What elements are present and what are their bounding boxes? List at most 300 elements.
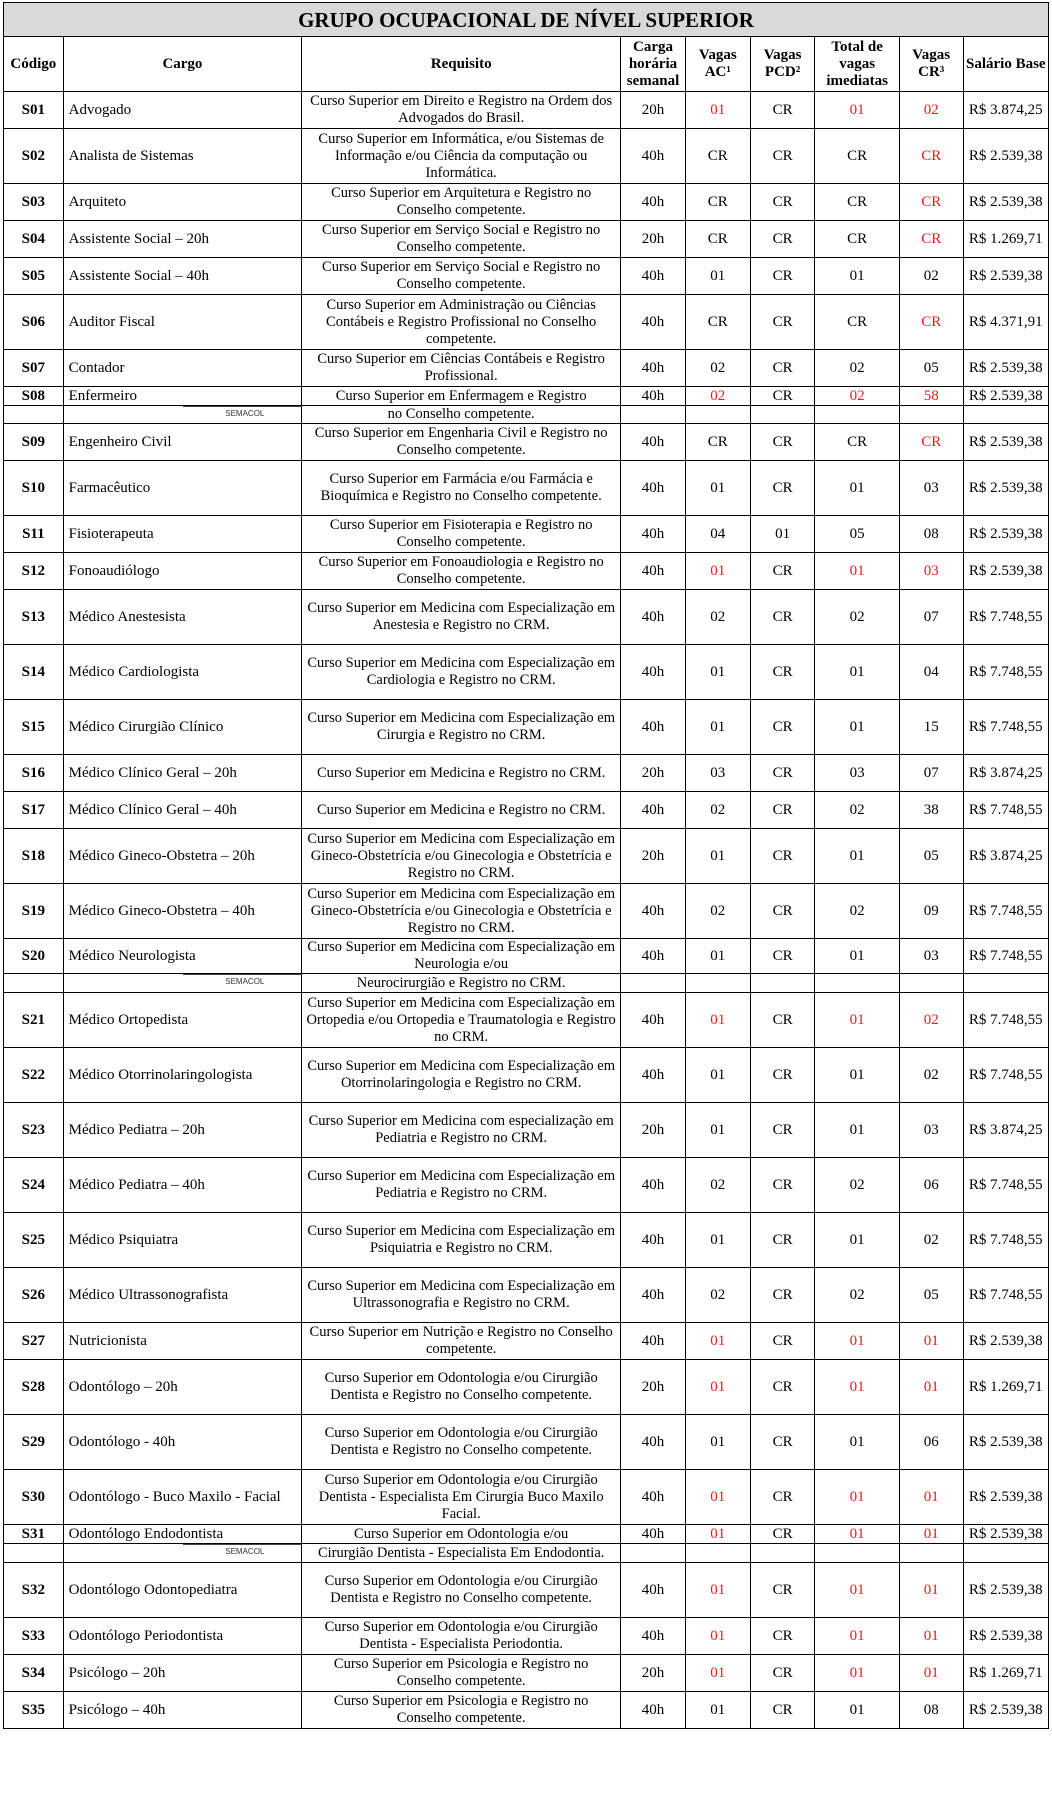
- row-salario: R$ 2.539,38: [963, 1415, 1048, 1470]
- row-code: S32: [4, 1563, 64, 1618]
- table-row: [4, 424, 1049, 461]
- row-vagas-pcd: CR: [750, 645, 815, 700]
- row-cargo: Médico Pediatra – 20h: [63, 1103, 302, 1158]
- row-cargo: Contador: [63, 350, 302, 387]
- row-carga: 20h: [621, 1360, 686, 1415]
- empty-cell: [621, 1544, 686, 1563]
- table-row: [4, 1048, 1049, 1103]
- empty-cell: [621, 974, 686, 993]
- row-carga: 40h: [621, 184, 686, 221]
- row-carga: 40h: [621, 590, 686, 645]
- row-vagas-pcd: CR: [750, 1103, 815, 1158]
- row-vagas-ac: 01: [685, 553, 750, 590]
- table-row: [4, 516, 1049, 553]
- row-carga: 40h: [621, 939, 686, 974]
- row-requisito-continuation: [302, 974, 621, 993]
- table-title: GRUPO OCUPACIONAL DE NÍVEL SUPERIOR: [4, 3, 1049, 37]
- stamp-line: [183, 406, 302, 408]
- row-salario: R$ 1.269,71: [963, 221, 1048, 258]
- row-requisito: Curso Superior em Odontologia e/ou Cirurgião Dentista - Especialista Em Cirurgia Buco Maxilo Facial.: [302, 1470, 621, 1525]
- row-vagas-ac: 01: [685, 645, 750, 700]
- row-code: S02: [4, 129, 64, 184]
- row-cargo: Assistente Social – 20h: [63, 221, 302, 258]
- row-code: S06: [4, 295, 64, 350]
- row-total: 01: [815, 461, 899, 516]
- row-salario: R$ 7.748,55: [963, 590, 1048, 645]
- empty-cell: [815, 1544, 899, 1563]
- table-row: [4, 1213, 1049, 1268]
- row-salario: R$ 3.874,25: [963, 1103, 1048, 1158]
- row-vagas-ac: 01: [685, 700, 750, 755]
- row-salario: R$ 1.269,71: [963, 1360, 1048, 1415]
- row-vagas-ac: 01: [685, 1213, 750, 1268]
- row-carga: 40h: [621, 1323, 686, 1360]
- table-row: [4, 553, 1049, 590]
- row-cargo: Odontólogo Periodontista: [63, 1618, 302, 1655]
- empty-cell: [963, 406, 1048, 424]
- row-requisito: Curso Superior em Fisioterapia e Registro no Conselho competente.: [302, 516, 621, 553]
- row-vagas-ac: 02: [685, 1158, 750, 1213]
- row-cargo: Odontólogo Endodontista: [63, 1525, 302, 1544]
- row-total: CR: [815, 295, 899, 350]
- row-vagas-ac: 01: [685, 1618, 750, 1655]
- row-vagas-cr: 02: [899, 1048, 963, 1103]
- row-total: 01: [815, 645, 899, 700]
- row-code: S27: [4, 1323, 64, 1360]
- stamp-mark: [183, 406, 302, 423]
- row-total: CR: [815, 424, 899, 461]
- header-salario: Salário Base: [963, 37, 1048, 92]
- row-cargo: Médico Psiquiatra: [63, 1213, 302, 1268]
- table-row: [4, 258, 1049, 295]
- header-codigo: Código: [4, 37, 64, 92]
- row-vagas-pcd: CR: [750, 258, 815, 295]
- vacancy-table: [3, 2, 1049, 1729]
- row-carga: 40h: [621, 1470, 686, 1525]
- row-requisito: Curso Superior em Medicina com Especialização em Gineco-Obstetrícia e/ou Ginecologia e Obstetrícia e Registro no CRM.: [302, 829, 621, 884]
- row-cargo: Médico Otorrinolaringologista: [63, 1048, 302, 1103]
- row-vagas-ac: 01: [685, 939, 750, 974]
- row-cargo: Médico Neurologista: [63, 939, 302, 974]
- row-salario: R$ 7.748,55: [963, 1213, 1048, 1268]
- empty-cell: [4, 974, 64, 993]
- row-requisito: Curso Superior em Psicologia e Registro no Conselho competente.: [302, 1655, 621, 1692]
- row-carga: 40h: [621, 1692, 686, 1729]
- row-cargo: Médico Gineco-Obstetra – 20h: [63, 829, 302, 884]
- row-carga: 40h: [621, 1618, 686, 1655]
- row-cargo: Nutricionista: [63, 1323, 302, 1360]
- table-row: [4, 1563, 1049, 1618]
- row-requisito: Curso Superior em Psicologia e Registro no Conselho competente.: [302, 1692, 621, 1729]
- row-vagas-ac: CR: [685, 184, 750, 221]
- row-total: 02: [815, 387, 899, 406]
- row-salario: R$ 2.539,38: [963, 516, 1048, 553]
- empty-cell: [685, 1544, 750, 1563]
- row-vagas-pcd: 01: [750, 516, 815, 553]
- row-total: 01: [815, 1618, 899, 1655]
- row-carga: 40h: [621, 461, 686, 516]
- empty-cell: [815, 406, 899, 424]
- row-code: S19: [4, 884, 64, 939]
- row-code: S31: [4, 1525, 64, 1544]
- row-vagas-cr: 07: [899, 590, 963, 645]
- row-vagas-cr: 08: [899, 516, 963, 553]
- row-carga: 20h: [621, 1655, 686, 1692]
- row-vagas-ac: 01: [685, 1103, 750, 1158]
- row-carga: 40h: [621, 1525, 686, 1544]
- table-row-continuation: [4, 974, 1049, 993]
- row-requisito: Curso Superior em Direito e Registro na Ordem dos Advogados do Brasil.: [302, 92, 621, 129]
- empty-cell: [899, 974, 963, 993]
- row-vagas-pcd: CR: [750, 755, 815, 792]
- row-vagas-ac: 01: [685, 1692, 750, 1729]
- stamp-line: [183, 1544, 302, 1546]
- row-total: 02: [815, 1268, 899, 1323]
- empty-cell: [685, 974, 750, 993]
- table-row: [4, 792, 1049, 829]
- row-carga: 40h: [621, 1563, 686, 1618]
- row-code: S33: [4, 1618, 64, 1655]
- row-salario: R$ 3.874,25: [963, 92, 1048, 129]
- row-vagas-ac: 02: [685, 350, 750, 387]
- row-carga: 40h: [621, 258, 686, 295]
- row-salario: R$ 7.748,55: [963, 792, 1048, 829]
- row-vagas-ac: CR: [685, 295, 750, 350]
- row-total: 01: [815, 92, 899, 129]
- row-vagas-cr: 06: [899, 1415, 963, 1470]
- row-carga: 40h: [621, 129, 686, 184]
- row-vagas-cr: 05: [899, 829, 963, 884]
- row-cargo: Engenheiro Civil: [63, 424, 302, 461]
- row-vagas-pcd: CR: [750, 590, 815, 645]
- row-requisito-continuation: [302, 406, 621, 424]
- row-requisito-continuation: [302, 1544, 621, 1563]
- row-cargo: Psicólogo – 40h: [63, 1692, 302, 1729]
- stamp-line: [183, 974, 302, 976]
- row-total: 01: [815, 1655, 899, 1692]
- row-vagas-cr: CR: [899, 184, 963, 221]
- row-carga: 40h: [621, 295, 686, 350]
- row-salario: R$ 2.539,38: [963, 258, 1048, 295]
- header-vagas-pcd: Vagas PCD²: [750, 37, 815, 92]
- row-vagas-cr: 03: [899, 553, 963, 590]
- row-requisito: Curso Superior em Medicina com Especialização em Otorrinolaringologia e Registro no CRM.: [302, 1048, 621, 1103]
- table-row: [4, 1618, 1049, 1655]
- requisito-continuation-text: Neurocirurgião e Registro no CRM.: [356, 974, 566, 991]
- empty-cell: [899, 406, 963, 424]
- empty-cell: [963, 974, 1048, 993]
- empty-cell: [750, 974, 815, 993]
- table-row: [4, 184, 1049, 221]
- row-code: S13: [4, 590, 64, 645]
- row-salario: R$ 1.269,71: [963, 1655, 1048, 1692]
- row-vagas-ac: CR: [685, 129, 750, 184]
- row-vagas-cr: 03: [899, 461, 963, 516]
- row-carga: 20h: [621, 755, 686, 792]
- row-salario: R$ 3.874,25: [963, 755, 1048, 792]
- row-vagas-cr: 09: [899, 884, 963, 939]
- row-code: S21: [4, 993, 64, 1048]
- row-salario: R$ 2.539,38: [963, 1323, 1048, 1360]
- row-vagas-cr: 01: [899, 1563, 963, 1618]
- row-vagas-cr: 04: [899, 645, 963, 700]
- row-vagas-cr: 07: [899, 755, 963, 792]
- stamp-mark: [183, 1544, 302, 1561]
- row-vagas-pcd: CR: [750, 221, 815, 258]
- table-body: [4, 92, 1049, 1729]
- row-requisito: Curso Superior em Medicina com Especialização em Ultrassonografia e Registro no CRM.: [302, 1268, 621, 1323]
- row-requisito: Curso Superior em Medicina e Registro no CRM.: [302, 792, 621, 829]
- row-vagas-cr: CR: [899, 424, 963, 461]
- table-row: [4, 884, 1049, 939]
- row-code: S30: [4, 1470, 64, 1525]
- row-carga: 40h: [621, 884, 686, 939]
- row-vagas-cr: 58: [899, 387, 963, 406]
- row-salario: R$ 2.539,38: [963, 1618, 1048, 1655]
- row-code: S25: [4, 1213, 64, 1268]
- row-requisito: Curso Superior em Medicina com Especialização em Psiquiatria e Registro no CRM.: [302, 1213, 621, 1268]
- row-total: 02: [815, 1158, 899, 1213]
- row-vagas-ac: 01: [685, 1655, 750, 1692]
- row-requisito: Curso Superior em Medicina com Especialização em Pediatria e Registro no CRM.: [302, 1158, 621, 1213]
- row-total: 01: [815, 993, 899, 1048]
- row-vagas-ac: 02: [685, 1268, 750, 1323]
- row-code: S05: [4, 258, 64, 295]
- row-vagas-ac: 01: [685, 993, 750, 1048]
- row-vagas-ac: 01: [685, 1563, 750, 1618]
- stamp-cell: [63, 1544, 302, 1563]
- row-vagas-cr: 01: [899, 1655, 963, 1692]
- header-vagas-cr: Vagas CR³: [899, 37, 963, 92]
- header-cargo: Cargo: [63, 37, 302, 92]
- empty-cell: [750, 1544, 815, 1563]
- row-vagas-ac: 02: [685, 792, 750, 829]
- row-vagas-ac: 02: [685, 387, 750, 406]
- row-cargo: Auditor Fiscal: [63, 295, 302, 350]
- row-cargo: Psicólogo – 20h: [63, 1655, 302, 1692]
- row-code: S17: [4, 792, 64, 829]
- row-vagas-pcd: CR: [750, 1323, 815, 1360]
- row-requisito: Curso Superior em Medicina com Especialização em Cirurgia e Registro no CRM.: [302, 700, 621, 755]
- row-total: 01: [815, 939, 899, 974]
- row-vagas-ac: 02: [685, 884, 750, 939]
- row-code: S18: [4, 829, 64, 884]
- row-code: S08: [4, 387, 64, 406]
- row-code: S20: [4, 939, 64, 974]
- row-vagas-pcd: CR: [750, 1158, 815, 1213]
- row-total: 01: [815, 1103, 899, 1158]
- stamp-text: SEMACOL: [225, 409, 265, 418]
- table-row: [4, 1158, 1049, 1213]
- row-vagas-cr: 08: [899, 1692, 963, 1729]
- row-total: 01: [815, 1470, 899, 1525]
- row-vagas-pcd: CR: [750, 884, 815, 939]
- table-row: [4, 645, 1049, 700]
- row-code: S15: [4, 700, 64, 755]
- row-code: S22: [4, 1048, 64, 1103]
- row-code: S26: [4, 1268, 64, 1323]
- row-requisito: Curso Superior em Arquitetura e Registro no Conselho competente.: [302, 184, 621, 221]
- row-requisito: Curso Superior em Medicina e Registro no CRM.: [302, 755, 621, 792]
- row-vagas-ac: 01: [685, 258, 750, 295]
- table-row: [4, 939, 1049, 974]
- row-requisito: Curso Superior em Medicina com Especialização em Gineco-Obstetrícia e/ou Ginecologia e Obstetrícia e Registro no CRM.: [302, 884, 621, 939]
- row-carga: 40h: [621, 1048, 686, 1103]
- row-code: S12: [4, 553, 64, 590]
- row-vagas-ac: 01: [685, 92, 750, 129]
- table-row: [4, 1525, 1049, 1544]
- row-salario: R$ 2.539,38: [963, 387, 1048, 406]
- stamp-cell: [63, 974, 302, 993]
- row-vagas-cr: CR: [899, 129, 963, 184]
- row-vagas-cr: 01: [899, 1360, 963, 1415]
- row-carga: 20h: [621, 829, 686, 884]
- row-cargo: Médico Anestesista: [63, 590, 302, 645]
- row-vagas-ac: 01: [685, 1048, 750, 1103]
- row-vagas-pcd: CR: [750, 1048, 815, 1103]
- row-code: S29: [4, 1415, 64, 1470]
- stamp-mark: [183, 974, 302, 991]
- row-carga: 40h: [621, 993, 686, 1048]
- row-total: CR: [815, 184, 899, 221]
- table-row-continuation: [4, 1544, 1049, 1563]
- table-row: [4, 350, 1049, 387]
- table-row: [4, 92, 1049, 129]
- row-cargo: Farmacêutico: [63, 461, 302, 516]
- row-code: S34: [4, 1655, 64, 1692]
- row-total: 02: [815, 590, 899, 645]
- row-vagas-pcd: CR: [750, 700, 815, 755]
- row-cargo: Odontólogo – 20h: [63, 1360, 302, 1415]
- row-cargo: Arquiteto: [63, 184, 302, 221]
- row-salario: R$ 2.539,38: [963, 1563, 1048, 1618]
- row-total: CR: [815, 221, 899, 258]
- row-requisito: Curso Superior em Serviço Social e Registro no Conselho competente.: [302, 221, 621, 258]
- row-vagas-pcd: CR: [750, 829, 815, 884]
- row-salario: R$ 7.748,55: [963, 1158, 1048, 1213]
- table-row: [4, 1692, 1049, 1729]
- row-carga: 20h: [621, 221, 686, 258]
- row-requisito: Curso Superior em Medicina com especialização em Pediatria e Registro no CRM.: [302, 1103, 621, 1158]
- stamp-cell: [63, 406, 302, 424]
- row-cargo: Fisioterapeuta: [63, 516, 302, 553]
- row-cargo: Médico Ultrassonografista: [63, 1268, 302, 1323]
- row-salario: R$ 2.539,38: [963, 1470, 1048, 1525]
- table-row: [4, 755, 1049, 792]
- row-vagas-cr: 01: [899, 1323, 963, 1360]
- row-requisito: Curso Superior em Medicina com Especialização em Neurologia e/ou: [302, 939, 621, 974]
- row-vagas-cr: 02: [899, 92, 963, 129]
- row-code: S07: [4, 350, 64, 387]
- row-requisito: Curso Superior em Odontologia e/ou: [302, 1525, 621, 1544]
- table-row: [4, 700, 1049, 755]
- row-vagas-cr: 06: [899, 1158, 963, 1213]
- row-vagas-pcd: CR: [750, 792, 815, 829]
- row-total: 02: [815, 350, 899, 387]
- row-vagas-pcd: CR: [750, 1360, 815, 1415]
- row-code: S10: [4, 461, 64, 516]
- row-salario: R$ 7.748,55: [963, 993, 1048, 1048]
- row-cargo: Médico Clínico Geral – 20h: [63, 755, 302, 792]
- row-carga: 40h: [621, 1268, 686, 1323]
- row-total: 01: [815, 258, 899, 295]
- row-code: S01: [4, 92, 64, 129]
- row-salario: R$ 4.371,91: [963, 295, 1048, 350]
- row-code: S14: [4, 645, 64, 700]
- row-vagas-pcd: CR: [750, 1655, 815, 1692]
- row-carga: 40h: [621, 350, 686, 387]
- row-vagas-pcd: CR: [750, 424, 815, 461]
- row-total: 02: [815, 884, 899, 939]
- empty-cell: [750, 406, 815, 424]
- row-vagas-cr: 01: [899, 1470, 963, 1525]
- row-vagas-ac: 01: [685, 1525, 750, 1544]
- row-vagas-ac: CR: [685, 424, 750, 461]
- row-code: S23: [4, 1103, 64, 1158]
- row-requisito: Curso Superior em Engenharia Civil e Registro no Conselho competente.: [302, 424, 621, 461]
- row-vagas-ac: CR: [685, 221, 750, 258]
- row-vagas-pcd: CR: [750, 1525, 815, 1544]
- requisito-continuation-text: Cirurgião Dentista - Especialista Em Endodontia.: [317, 1544, 605, 1561]
- row-vagas-pcd: CR: [750, 1470, 815, 1525]
- row-requisito: Curso Superior em Serviço Social e Registro no Conselho competente.: [302, 258, 621, 295]
- row-vagas-cr: 02: [899, 258, 963, 295]
- row-vagas-pcd: CR: [750, 461, 815, 516]
- row-cargo: Fonoaudiólogo: [63, 553, 302, 590]
- row-cargo: Médico Cirurgião Clínico: [63, 700, 302, 755]
- row-vagas-pcd: CR: [750, 1618, 815, 1655]
- table-row: [4, 1360, 1049, 1415]
- row-code: S11: [4, 516, 64, 553]
- row-requisito: Curso Superior em Farmácia e/ou Farmácia e Bioquímica e Registro no Conselho competente.: [302, 461, 621, 516]
- table-row-continuation: [4, 406, 1049, 424]
- row-code: S28: [4, 1360, 64, 1415]
- row-code: S35: [4, 1692, 64, 1729]
- table-row: [4, 829, 1049, 884]
- row-requisito: Curso Superior em Administração ou Ciências Contábeis e Registro Profissional no Conselho competente.: [302, 295, 621, 350]
- row-vagas-pcd: CR: [750, 1692, 815, 1729]
- table-row: [4, 1323, 1049, 1360]
- row-carga: 40h: [621, 1158, 686, 1213]
- row-salario: R$ 2.539,38: [963, 1692, 1048, 1729]
- row-cargo: Advogado: [63, 92, 302, 129]
- row-total: 01: [815, 1323, 899, 1360]
- document: [3, 2, 1049, 1729]
- row-code: S03: [4, 184, 64, 221]
- row-carga: 40h: [621, 516, 686, 553]
- row-vagas-cr: 05: [899, 1268, 963, 1323]
- row-salario: R$ 2.539,38: [963, 350, 1048, 387]
- row-code: S16: [4, 755, 64, 792]
- empty-cell: [621, 406, 686, 424]
- row-salario: R$ 2.539,38: [963, 184, 1048, 221]
- row-salario: R$ 7.748,55: [963, 939, 1048, 974]
- row-vagas-pcd: CR: [750, 1268, 815, 1323]
- row-total: 01: [815, 553, 899, 590]
- row-code: S04: [4, 221, 64, 258]
- empty-cell: [4, 406, 64, 424]
- row-carga: 40h: [621, 1415, 686, 1470]
- row-carga: 40h: [621, 387, 686, 406]
- row-vagas-cr: 01: [899, 1525, 963, 1544]
- row-vagas-ac: 03: [685, 755, 750, 792]
- row-vagas-cr: CR: [899, 221, 963, 258]
- row-vagas-pcd: CR: [750, 1415, 815, 1470]
- row-requisito: Curso Superior em Odontologia e/ou Cirurgião Dentista e Registro no Conselho competente.: [302, 1360, 621, 1415]
- row-total: 01: [815, 1213, 899, 1268]
- row-vagas-ac: 01: [685, 1323, 750, 1360]
- row-vagas-cr: 38: [899, 792, 963, 829]
